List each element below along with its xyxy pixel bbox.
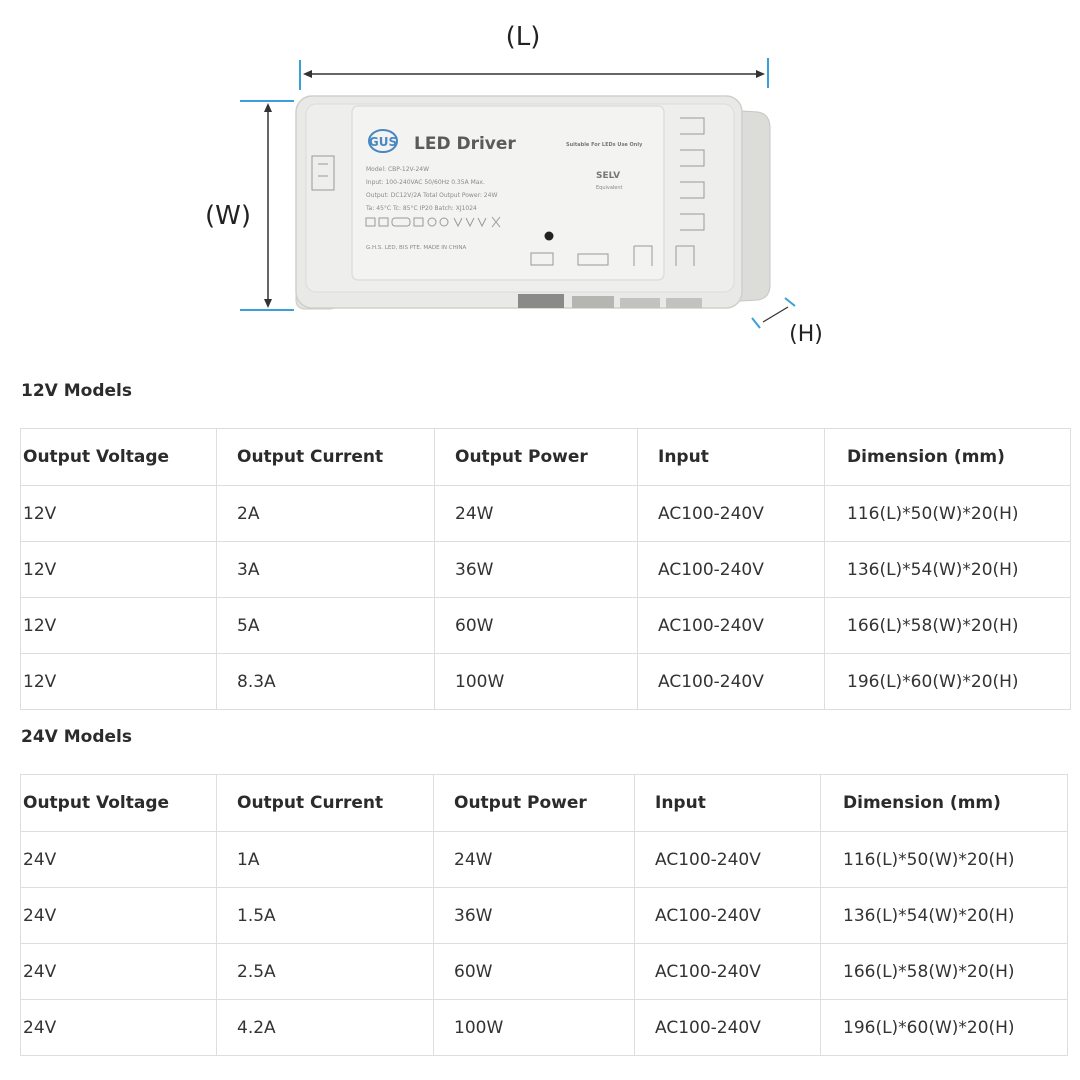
cell-output-power: 36W — [434, 888, 635, 944]
header-input: Input — [638, 429, 825, 486]
table-row — [21, 486, 1071, 542]
cell-output-power: 24W — [434, 832, 635, 888]
height-label: (H) — [789, 322, 823, 347]
label-model: Model: CBP-12V-24W — [366, 166, 430, 173]
label-suitable: Suitable For LEDs Use Only — [566, 142, 643, 148]
cell-output-voltage: 12V — [21, 542, 217, 598]
cell-input: AC100-240V — [635, 944, 821, 1000]
cell-output-current: 8.3A — [217, 654, 435, 710]
cell-output-current: 2A — [217, 486, 435, 542]
table-row — [21, 598, 1071, 654]
cell-output-current: 3A — [217, 542, 435, 598]
brand-logo: GUS — [368, 135, 398, 149]
cell-output-voltage: 24V — [21, 1000, 217, 1056]
table-row — [21, 888, 1068, 944]
cell-input: AC100-240V — [638, 542, 825, 598]
header-output-voltage: Output Voltage — [21, 775, 217, 832]
header-output-current: Output Current — [217, 775, 434, 832]
table-header-row — [21, 429, 1071, 486]
cell-output-power: 100W — [434, 1000, 635, 1056]
table-24v-models — [20, 774, 1068, 1056]
label-maker: G.H.S. LED, BIS PTE. MADE IN CHINA — [366, 245, 467, 251]
cell-dimension: 116(L)*50(W)*20(H) — [825, 486, 1071, 542]
cell-dimension: 196(L)*60(W)*20(H) — [825, 654, 1071, 710]
cell-output-voltage: 24V — [21, 832, 217, 888]
cell-dimension: 136(L)*54(W)*20(H) — [821, 888, 1068, 944]
length-label: (L) — [505, 22, 541, 52]
cell-dimension: 166(L)*58(W)*20(H) — [825, 598, 1071, 654]
led-driver-housing — [296, 96, 770, 309]
header-output-power: Output Power — [434, 775, 635, 832]
table-row — [21, 832, 1068, 888]
cell-output-voltage: 12V — [21, 486, 217, 542]
cell-dimension: 166(L)*58(W)*20(H) — [821, 944, 1068, 1000]
length-dimension — [300, 58, 768, 90]
cell-output-voltage: 12V — [21, 654, 217, 710]
cell-input: AC100-240V — [635, 1000, 821, 1056]
cell-input: AC100-240V — [635, 888, 821, 944]
cell-output-power: 36W — [435, 542, 638, 598]
indicator-led — [545, 232, 554, 241]
cell-input: AC100-240V — [635, 832, 821, 888]
cell-output-power: 24W — [435, 486, 638, 542]
table-row — [21, 944, 1068, 1000]
cell-input: AC100-240V — [638, 486, 825, 542]
cell-output-power: 60W — [435, 598, 638, 654]
table-row — [21, 542, 1071, 598]
cell-dimension: 116(L)*50(W)*20(H) — [821, 832, 1068, 888]
cell-output-power: 100W — [435, 654, 638, 710]
cell-output-current: 5A — [217, 598, 435, 654]
cell-output-current: 2.5A — [217, 944, 434, 1000]
cell-output-current: 1A — [217, 832, 434, 888]
cell-input: AC100-240V — [638, 598, 825, 654]
cell-output-voltage: 24V — [21, 944, 217, 1000]
header-input: Input — [635, 775, 821, 832]
label-selv: SELV — [596, 171, 621, 181]
label-selv-sub: Equivalent — [596, 185, 623, 191]
cell-input: AC100-240V — [638, 654, 825, 710]
label-temp: Ta: 45°C Tc: 85°C IP20 Batch: XJ1024 — [366, 205, 477, 212]
table-row — [21, 1000, 1068, 1056]
cell-output-voltage: 24V — [21, 888, 217, 944]
table-row — [21, 654, 1071, 710]
cell-output-current: 1.5A — [217, 888, 434, 944]
table-header-row — [21, 775, 1068, 832]
product-title: LED Driver — [414, 134, 516, 154]
section-title-12v-models: 12V Models — [21, 381, 132, 401]
label-output: Output: DC12V/2A Total Output Power: 24W — [366, 192, 498, 199]
product-dimension-figure — [0, 0, 1080, 360]
header-output-current: Output Current — [217, 429, 435, 486]
header-output-voltage: Output Voltage — [21, 429, 217, 486]
cell-output-voltage: 12V — [21, 598, 217, 654]
cell-dimension: 136(L)*54(W)*20(H) — [825, 542, 1071, 598]
cell-output-power: 60W — [434, 944, 635, 1000]
width-label: (W) — [205, 201, 251, 231]
header-output-power: Output Power — [435, 429, 638, 486]
header-dimension: Dimension (mm) — [825, 429, 1071, 486]
label-input: Input: 100-240VAC 50/60Hz 0.35A Max. — [366, 179, 485, 186]
table-12v-models — [20, 428, 1071, 710]
cell-dimension: 196(L)*60(W)*20(H) — [821, 1000, 1068, 1056]
section-title-24v-models: 24V Models — [21, 727, 132, 747]
cell-output-current: 4.2A — [217, 1000, 434, 1056]
header-dimension: Dimension (mm) — [821, 775, 1068, 832]
